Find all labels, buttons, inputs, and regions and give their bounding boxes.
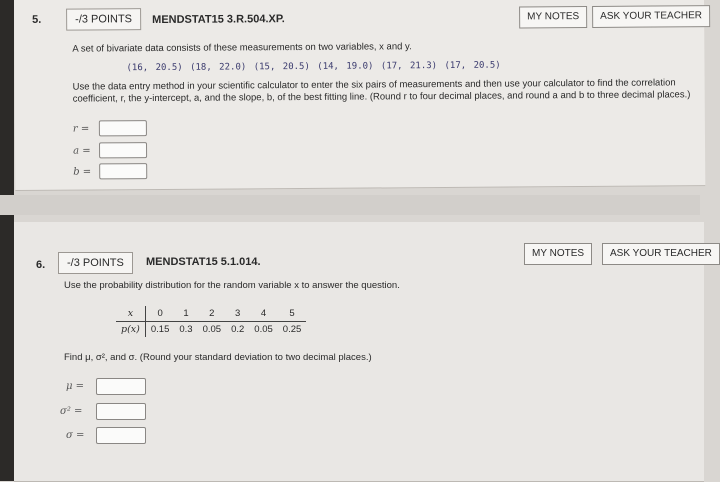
p-value: 0.05	[202, 324, 222, 335]
table-row	[116, 306, 306, 322]
label-sd: σ =	[66, 430, 85, 441]
x-value: 4	[249, 306, 278, 322]
r-input[interactable]	[99, 120, 147, 136]
question-find-text: Find μ, σ², and σ. (Round your standard deviation to two decimal places.)	[64, 352, 372, 363]
x-value: 1	[174, 306, 197, 322]
p-value: 0.2	[231, 324, 245, 335]
sd-input[interactable]	[96, 427, 146, 444]
question-divider	[0, 195, 700, 215]
x-header: x	[116, 306, 145, 322]
p-value: 0.25	[282, 324, 302, 335]
b-input[interactable]	[99, 163, 147, 179]
x-value: 0	[145, 306, 174, 322]
question-number: 6.	[36, 259, 46, 271]
points-badge: -/3 POINTS	[58, 252, 133, 274]
ask-teacher-button[interactable]: ASK YOUR TEACHER	[602, 243, 720, 265]
points-badge: -/3 POINTS	[66, 8, 141, 31]
x-value: 2	[198, 306, 227, 322]
question-instructions: Use the data entry method in your scientific calculator to enter the six pairs of measurements and then use your calculator to find the correlation coefficient, r, the y-intercept, a, and the slope, b, of the best fitting line. (Round r to four decimal places, and round a and b to three decimal places.)	[72, 77, 691, 105]
my-notes-button[interactable]: MY NOTES	[524, 243, 592, 265]
mu-input[interactable]	[96, 378, 146, 395]
p-value: 0.05	[254, 324, 273, 335]
x-value: 3	[226, 306, 249, 322]
question-5-panel	[14, 0, 705, 191]
question-6-panel	[14, 222, 712, 482]
my-notes-button[interactable]: MY NOTES	[519, 6, 587, 28]
x-value: 5	[278, 306, 307, 322]
p-value: 0.15	[150, 324, 170, 335]
variance-input[interactable]	[96, 403, 146, 420]
screen-bezel	[0, 0, 14, 481]
p-value: 0.3	[179, 324, 193, 335]
label-a: a =	[73, 145, 91, 157]
question-code: MENDSTAT15 5.1.014.	[146, 256, 261, 268]
label-b: b =	[73, 166, 92, 178]
table-row	[116, 322, 306, 338]
question-intro: Use the probability distribution for the random variable x to answer the question.	[64, 280, 400, 291]
ask-teacher-button[interactable]: ASK YOUR TEACHER	[592, 5, 710, 28]
question-number: 5.	[32, 13, 42, 26]
question-intro: A set of bivariate data consists of these measurements on two variables, x and y.	[72, 41, 412, 55]
label-mu: μ =	[66, 381, 85, 392]
a-input[interactable]	[99, 142, 147, 158]
probability-table	[116, 306, 306, 337]
label-r: r =	[72, 123, 90, 135]
data-pairs: (16, 20.5) (18, 22.0) (15, 20.5) (14, 19.0) (17, 21.3) (17, 20.5)	[126, 60, 501, 74]
question-code: MENDSTAT15 3.R.504.XP.	[152, 13, 285, 27]
px-header: p(x)	[116, 322, 145, 338]
label-variance: σ² =	[60, 406, 83, 417]
